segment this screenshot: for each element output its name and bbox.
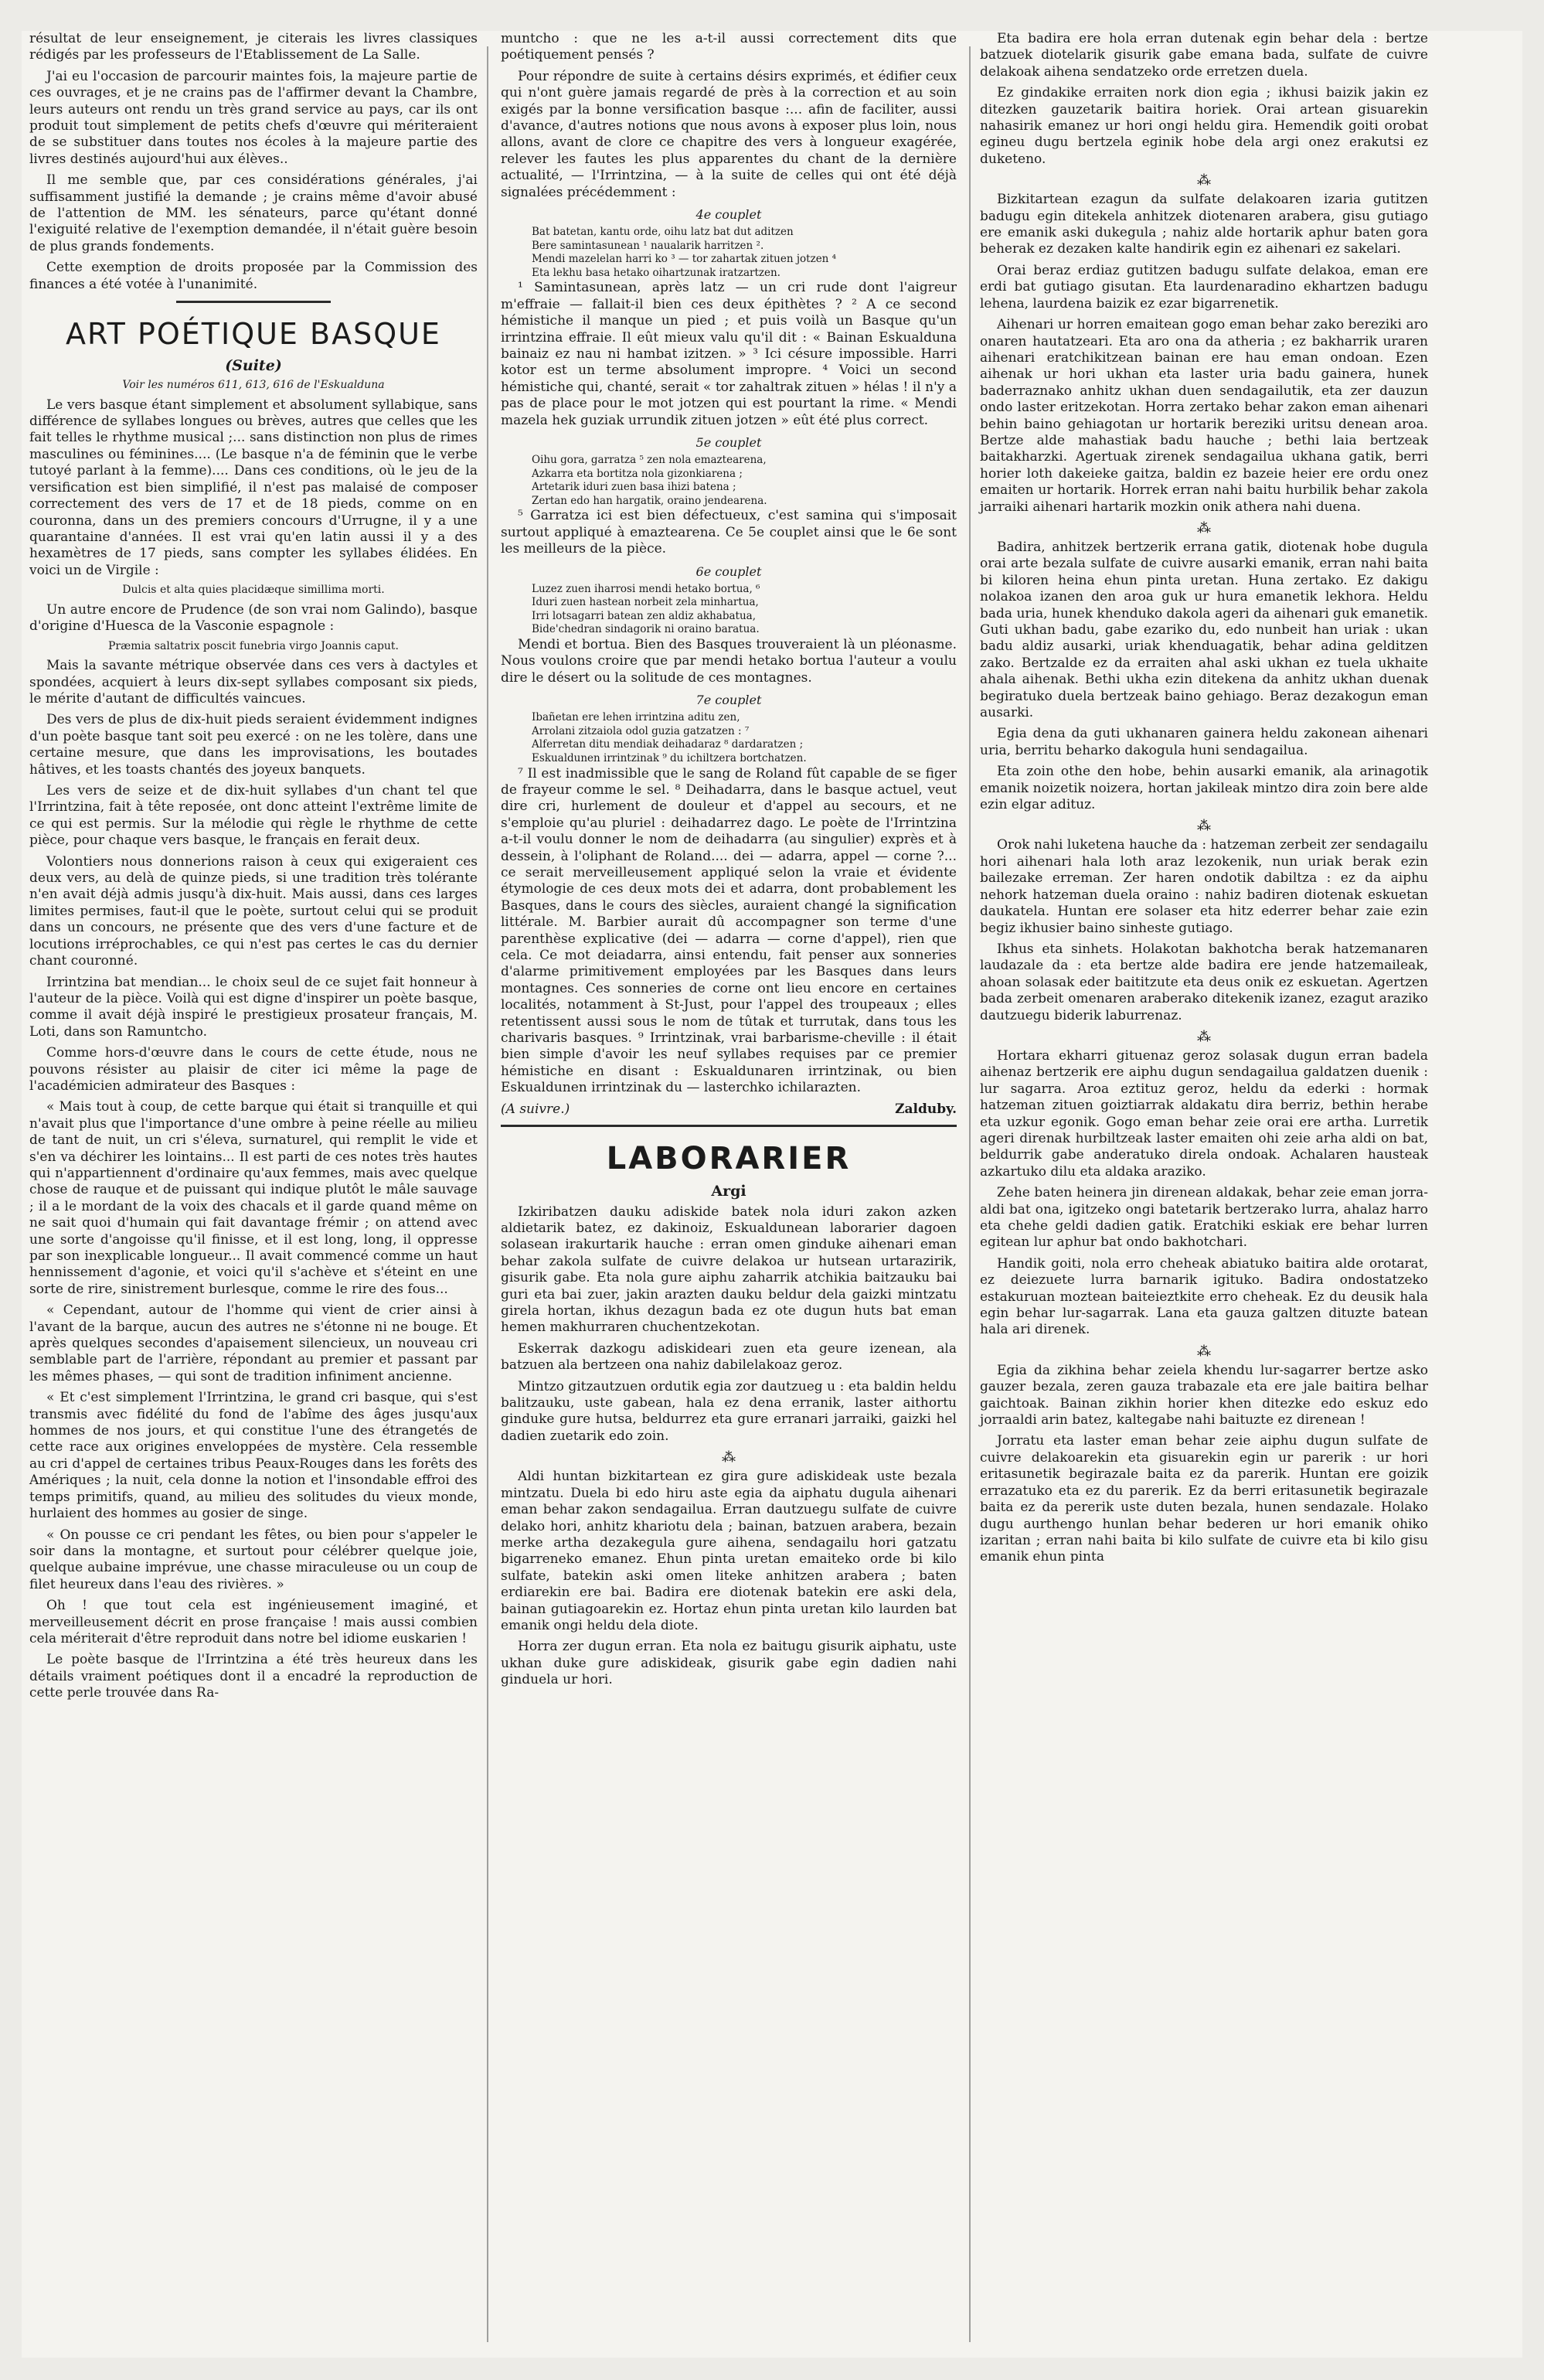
paragraph: ⁷ Il est inadmissible que le sang de Roland fût capable de se figer de frayeur comme le sel. ⁸ Deihadarra, dans le basque actuel, veut dire cri, hurlement de douleur et d'appel au secours, et ne s'emploie qu'au pluriel : deihadarrez dago. Le poète de l'Irrintzina a-t-il voulu donner le nom de deihadarra (au singulier) exprès et à dessein, à l'oliphant de Roland.... dei — adarra, appel — corne ?... ce serait merveilleusement appliqué selon la vraie et évidente étymologie de ces deux mots dei et adarra, dont probablement les Basques, dans le cours des siècles, auraient changé la signification littérale. M. Barbier aurait dû accompagner son terme d'une parenthèse explicative (dei — adarra — corne d'appel), rien que cela. Ce mot deiadarra, ainsi entendu, fait penser aux sonneries d'alarme primitivement employées par les Basques dans leurs montagnes. Ces sonneries de corne ont lieu encore en certaines localités, notamment à St-Just, pour l'appel des troupeaux ; elles retentissent aussi sous le nom de tûtak et turrutak, dans tous les charivaris basques. ⁹ Irrintzinak, vrai barbarisme-cheville : il était bien simple d'avoir les neuf syllabes requises par ce premier hémistiche en disant : Eskualdunaren irrintzinak, ou bien Eskualdunen irrintzinak du — lasterchko ichilarazten. <box>501 765 957 1096</box>
paragraph: « Cependant, autour de l'homme qui vient de crier ainsi à l'avant de la barque, aucun des autres ne s'étonne ni ne bouge. Et après quelques secondes d'apaisement silencieux, un nouveau cri semblable part de l'arrière, répondant au premier et passant par les mêmes phases, — qui sont de tradition infiniment ancienne. <box>29 1302 478 1384</box>
asterism-icon: ⁂ <box>1197 519 1211 536</box>
paragraph: Les vers de seize et de dix-huit syllabes d'un chant tel que l'Irrintzina, fait à tête reposée, ont donc atteint l'extrême limite de ce qui est permis. Sur la mélodie qui règle le rhythme de cette pièce, pour chaque vers basque, le français en ferait deux. <box>29 783 478 849</box>
couplet-heading: 5e couplet <box>695 435 762 451</box>
paragraph: « Et c'est simplement l'Irrintzina, le grand cri basque, qui s'est transmis avec fidélité du fond de l'abîme des âges jusqu'aux hommes de nos jours, et qui constitue l'une des étrangetés de cette race aux origines enveloppées de mystère. Cela ressemble au cri d'appel de certaines tribus Peaux-Rouges dans les forêts des Amériques ; la nuit, cela donne la notion et l'insondable effroi des temps primitifs, quand, au milieu des solitudes du vieux monde, hurlaient des hommes au gosier de singe. <box>29 1390 478 1522</box>
verse-line: Iduri zuen hastean norbeit zela minhartua, <box>532 596 759 609</box>
paragraph: Un autre encore de Prudence (de son vrai nom Galindo), basque d'origine d'Huesca de la Vasconie espagnole : <box>29 601 478 635</box>
couplet-heading: 7e couplet <box>695 693 762 708</box>
paragraph: « Mais tout à coup, de cette barque qui était si tranquille et qui n'avait plus que l'importance d'une ombre à peine réelle au milieu de tant de nuit, un cri s'éleva, surnaturel, qui remplit le vide et s'en va déchirer les lointains... Il est parti de ces notes très hautes qui n'appartiennent d'ordinaire qu'aux femmes, mais avec quelque chose de rauque et de puissant qui indique plutôt le mâle sauvage ; il a le mordant de la voix des chacals et il garde quand même on ne sait quoi d'humain qui fait davantage frémir ; on attend avec une sorte d'angoisse qu'il finisse, et il est long, long, il oppresse par son inexplicable longueur... Il avait commencé comme un haut hennissement d'agonie, et voici qu'il s'achève et s'éteint en une sorte de rire, sinistrement burlesque, comme le rire des fous... <box>29 1099 478 1297</box>
verse-line: Bere samintasunean ¹ naualarik harritzen ². <box>532 239 764 252</box>
paragraph: Aldi huntan bizkitartean ez gira gure adiskideak uste bezala mintzatu. Duela bi edo hiru aste egia da aiphatu dugula aihenari eman behar zakon sendagailua. Erran dautzuegu sulfate de cuivre delako hori, anhitz khariotu dela ; bainan, batzuen arabera, bezain merke artha dezakegula gure aihena, sendagailu hori gatzatu bigarreneko emanez. Ehun pinta uretan emaiteko orde bi kilo sulfate, batekin aski omen liteke anhitzen arabera ; baten erdiarekin ere bai. Badira ere diotenak batekin ere aski dela, bainan gutiagoarekin ez. Hortaz ehun pinta uretan kilo laurden bat emanik ongi heldu dela diote. <box>501 1469 957 1633</box>
verse-line: Irri lotsagarri batean zen aldiz akhabatua, <box>532 609 756 622</box>
verse-line: Azkarra eta bortitza nola gizonkiarena ; <box>532 467 743 480</box>
paragraph: Volontiers nous donnerions raison à ceux qui exigeraient ces deux vers, au delà de quinze pieds, si une tradition très tolérante n'en avait déjà admis jusqu'à dix-huit. Mais aussi, dans ces larges limites permises, faut-il que le poète, surtout celui qui se produit dans un concours, ne présente que des vers d'une facture et de locutions irréprochables, ce qui n'est pas certes le cas du dernier chant couronné. <box>29 853 478 969</box>
verse-line: Alferretan ditu mendiak deihadaraz ⁸ dardaratzen ; <box>532 738 804 751</box>
paragraph: Ez gindakike erraiten nork dion egia ; ikhusi baizik jakin ez ditezken gauzetarik baitira horiek. Orai artean gisuarekin nahasirik emanez ur hori ongi heldu gira. Hemendik goiti orobat egineu dugu bertzela eginik hobe dela argi onez erakutsi ez duketeno. <box>980 85 1428 167</box>
paragraph: résultat de leur enseignement, je citerais les livres classiques rédigés par les professeurs de l'Etablissement de La Salle. <box>29 31 478 63</box>
column-divider <box>487 46 488 2342</box>
paragraph: muntcho : que ne les a-t-il aussi correctement dits que poétiquement pensés ? <box>501 31 957 63</box>
paragraph: Orok nahi luketena hauche da : hatzeman zerbeit zer sendagailu hori aihenari hala loth araz lezokenik, nun uriak berak ezin bailezake erreman. Zer haren ondotik dabiltza : ez da aiphu nehork hatzeman duela oraino : nahiz badiren diotenak eskuetan daukatela. Huntan ere solaser eta hitz ederrer behar zaie ezin begiz ikhusier baino sinheste gutiago. <box>980 837 1428 936</box>
asterism-icon: ⁂ <box>1197 172 1211 189</box>
column-middle <box>501 31 957 1694</box>
paragraph: Horra zer dugun erran. Eta nola ez baitugu gisurik aiphatu, uste ukhan duke gure adiskideak, gisurik gabe egin dadien nahi ginduela ur hori. <box>501 1639 957 1688</box>
paragraph: Izkiribatzen dauku adiskide batek nola iduri zakon azken aldietarik batez, ez dakinoiz, Eskualdunean laborarier dagoen solasean irakurtarik hauche : erran omen ginduke aihenari eman behar zakola sulfate de cuivre delakoa ur hutsean urtarazirik, gisurik gabe. Eta nola gure aiphu zaharrik atchikia baitzauku bai guri eta bai zuer, jakin arazten dauku beldur dela gaizki mintzatu girela hortan, ikhus dezagun bada ez ote dugun huts bat eman hemen makhurraren chuchentzekotan. <box>501 1204 957 1336</box>
paragraph: Egia dena da guti ukhanaren gainera heldu zakonean aihenari uria, berritu beharko dakogula huni sendagailua. <box>980 726 1428 758</box>
asterism-icon: ⁂ <box>1197 818 1211 835</box>
signature-line <box>501 1101 957 1117</box>
to-be-continued: (A suivre.) <box>501 1101 570 1117</box>
couplet-heading: 6e couplet <box>695 564 762 579</box>
section-title: ART POÉTIQUE BASQUE <box>66 317 441 352</box>
verse-line: Eskualdunen irrintzinak ⁹ du ichiltzera bortchatzen. <box>532 751 807 764</box>
subtitle: Argi <box>711 1182 746 1200</box>
paragraph: Aihenari ur horren emaitean gogo eman behar zako bereziki aro onaren hautatzeari. Eta aro ona da atheria ; ez bakharrik uraren aihenari eratchikitzean bainan ere hau eman ondoan. Ezen aihenak ur hori ukhan eta laster uria badu gainera, hunek baderraznako anhitz ukhan duen sendagailutik, eta zer dauzun ondo laster eritzekotan. Horra zertako behar zakon eman aihenari behin baino gehiagotan ur hortarik bereziki uritsu denean aroa. Bertze alde mahastiak badu hauche ; bethi laia bertzeak baitakharzki. Agertuak zirenek sendagailua ukhana gatik, berri horier loth dakeieke gaitza, baldin ez bazeie heier ere ordu onez emaiten ur hortarik. Horrek erran nahi baitu hurbilik behar zakola jarraiki aihenari hartarik mozkin onik athera nahi duena. <box>980 317 1428 515</box>
quotation: Dulcis et alta quies placidæque simillima morti. <box>122 584 385 597</box>
paragraph: Jorratu eta laster eman behar zeie aiphu dugun sulfate de cuivre delakoarekin eta gisuarekin egin ur parerik : ur hori eritasunetik begirazale baita ez da parerik. Huntan ere goizik errazatuko eta ez du parerik. Ez da berri eritasunetik begirazale baita ez da pererik uste duten bezala, hunen sendazale. Holako dugu aurthengo hunlan behar bederen ur hori emanik ohiko izaritan ; erran nahi baita bi kilo sulfate de cuivre eta bi kilo gisu emanik ehun pinta <box>980 1433 1428 1565</box>
paragraph: Mais la savante métrique observée dans ces vers à dactyles et spondées, acquiert à leurs dix-sept syllabes composant six pieds, le mérite d'autant de difficultés vaincues. <box>29 658 478 707</box>
paragraph: Irrintzina bat mendian... le choix seul de ce sujet fait honneur à l'auteur de la pièce. Voilà qui est digne d'inspirer un poète basque, comme il avait déjà inspiré le prestigieux prosateur français, M. Loti, dans son Ramuntcho. <box>29 974 478 1040</box>
paragraph: ¹ Samintasunean, après latz — un cri rude dont l'aigreur m'effraie — fallait-il bien ces deux épithètes ? ² A ce second hémistiche il manque un pied ; et puis voilà un Basque qu'un irrintzina effraie. Il eût mieux valu qu'il dit : « Bainan Eskualduna bainaiz ez nau ni hambat izitzen. » ³ Ici césure impossible. Harri kotor est un terme absolument impropre. ⁴ Voici un second hémistiche qui, chanté, serait « tor zahaltrak zituen » hélas ! il n'y a pas de place pour le mot jotzen qui est pourtant la rime. « Mendi mazela hek guziak urrundik zituen jotzen » eût été plus correct. <box>501 280 957 428</box>
verse-line: Arrolani zitzaiola odol guzia gatzatzen : ⁷ <box>532 724 750 737</box>
separator <box>176 301 331 303</box>
paragraph: Cette exemption de droits proposée par la Commission des finances a été votée à l'unanimité. <box>29 260 478 292</box>
author-name: Zalduby. <box>895 1101 957 1117</box>
verse-line: Eta lekhu basa hetako oihartzunak iratzartzen. <box>532 266 781 279</box>
paragraph: Orai beraz erdiaz gutitzen badugu sulfate delakoa, eman ere erdi bat gutiago gisutan. Eta laurdenaradino ekhartzen badugu lehena, laurdena baizik ez ezar bigarrenetik. <box>980 262 1428 312</box>
paragraph: J'ai eu l'occasion de parcourir maintes fois, la majeure partie de ces ouvrages, et je ne crains pas de l'affirmer devant la Chambre, leurs auteurs ont rendu un très grand service au pays, car ils ont produit tout simplement de petits chefs d'œuvre qui mériteraient de se substituer dans toutes nos écoles à la majeure partie des livres destinés aujourd'hui aux élèves.. <box>29 68 478 167</box>
verse-line: Bat batetan, kantu orde, oihu latz bat dut aditzen <box>532 226 794 239</box>
paragraph: Comme hors-d'œuvre dans le cours de cette étude, nous ne pouvons résister au plaisir de citer ici même la page de l'académicien admirateur des Basques : <box>29 1045 478 1094</box>
paragraph: ⁵ Garratza ici est bien défectueux, c'est samina qui s'imposait surtout appliqué à emaztearena. Ce 5e couplet ainsi que le 6e sont les meilleurs de la pièce. <box>501 508 957 557</box>
paragraph: Pour répondre de suite à certains désirs exprimés, et édifier ceux qui n'ont guère jamais regardé de près à la correction et au soin exigés par la bonne versification basque :... afin de faciliter, aussi d'avance, d'autres notions que nous avons à exposer plus loin, nous allons, avant de clore ce chapitre des vers à longueur exagérée, relever les fautes les plus apparentes du chant de la dernière actualité, — l'Irrintzina, — à la suite de celles qui ont été déjà signalées précédemment : <box>501 68 957 200</box>
paragraph: Zehe baten heinera jin direnean aldakak, behar zeie eman jorra-aldi bat ona, igitzeko ongi batetarik bertzerako lurra, ahalaz harro eta chehe geldi dadien gatik. Eratchiki eskiak ere behar lurren egitean lur aphur bat ondo bakhotchari. <box>980 1185 1428 1251</box>
paragraph: Hortara ekharri gituenaz geroz solasak dugun erran badela aihenaz bertzerik ere aiphu dugun sendagailua galdatzen duenik : lur sagarra. Aroa eztituz geroz, heldu da ederki : hormak hatzeman zituen goiztiarrak aldakatu dira berriz, bethin herabe eta uzkur egonik. Gogo eman behar zeie orai ere artha. Lurretik ageri direnak hurbiltzeak laster emaiten ohi zeie arha aldi on bat, beldurrik gabe anderatuko direla ondoak. Achalaren hausteak azkartuko dilu eta aldaka araziko. <box>980 1047 1428 1180</box>
paragraph: Handik goiti, nola erro cheheak abiatuko baitira alde orotarat, ez deiezuete lurra barnarik igituko. Badira ondostatzeko estakuruan moztean baiteieztkite erro cheheak. Ez du deusik hala egin behar lur-sagarrak. Lana eta gauza galtzen dituzte batean hala ari direnek. <box>980 1255 1428 1338</box>
paragraph: Bizkitartean ezagun da sulfate delakoaren izaria gutitzen badugu egin ditekela anhitzek diotenaren arabera, gisu gutiago ere emanik aski dukegula ; nahiz alde hortarik aphur baten gora beherak ez dezaken kalte handirik egin ez aihenari ez sakelari. <box>980 192 1428 257</box>
asterism-icon: ⁂ <box>1197 1343 1211 1360</box>
verse-line: Bide'chedran sindagorik ni oraino baratua. <box>532 623 760 636</box>
paragraph: Oh ! que tout cela est ingénieusement imaginé, et merveilleusement décrit en prose française ! mais aussi combien cela mériterait d'être reproduit dans notre bel idiome euskarien ! <box>29 1598 478 1646</box>
column-left <box>29 31 478 1707</box>
section-title: LABORARIER <box>606 1140 852 1176</box>
quotation: Præmia saltatrix poscit funebria virgo Joannis caput. <box>107 639 400 652</box>
paragraph: Mintzo gitzautzuen ordutik egia zor dautzueg u : eta baldin heldu balitzauku, uste gabean, hala ez dena erranik, laster aithortu ginduke gure hutsa, beldurrez eta gure erranari jarraiki, gaizki hel dadien zuetarik edo zoin. <box>501 1378 957 1444</box>
paragraph: Eskerrak dazkogu adiskideari zuen eta geure izenean, ala batzuen ala bertzeen ona nahiz dabilelakoaz geroz. <box>501 1340 957 1374</box>
column-right <box>980 31 1428 1571</box>
paragraph: Des vers de plus de dix-huit pieds seraient évidemment indignes d'un poète basque tant soit peu exercé : on ne les tolère, dans une certaine mesure, que dans les improvisations, les boutades hâtives, et les toasts chantés des joyeux banquets. <box>29 712 478 778</box>
paragraph: Ikhus eta sinhets. Holakotan bakhotcha berak hatzemanaren laudazale da : eta bertze alde badira ere jende hatzemaileak, ahoan solasak eder baititzute eta deus onik ez eskuetan. Agertzen bada zerbeit omenaren araberako ditekenik izanez, ezagut araziko dautzuegu biderik laburrenaz. <box>980 941 1428 1023</box>
asterism-icon: ⁂ <box>722 1449 736 1466</box>
separator <box>501 1125 957 1127</box>
verse-line: Oihu gora, garratza ⁵ zen nola emaztearena, <box>532 454 767 467</box>
paragraph: « On pousse ce cri pendant les fêtes, ou bien pour s'appeler le soir dans la montagne, et surtout pour célébrer quelque joie, quelque aubaine imprévue, une chasse miraculeuse ou un coup de filet heureux dans l'eau des rivières. » <box>29 1527 478 1592</box>
paragraph: Eta zoin othe den hobe, behin ausarki emanik, ala arinagotik emanik noizetik noizera, hortan jakileak mintzo dira zoin bere alde ezin elgar adituz. <box>980 764 1428 813</box>
paragraph: Eta badira ere hola erran dutenak egin behar dela : bertze batzuek diotelarik gisurik gabe emana bada, sulfate de cuivre delakoak aihena sendatzeko orde erretzen duela. <box>980 31 1428 80</box>
column-divider <box>969 46 971 2342</box>
paragraph: Le vers basque étant simplement et absolument syllabique, sans différence de syllabes longues ou brèves, autres que celles que les fait telles le rhythme musical ;... sans distinction non plus de rimes masculines ou féminines.... (Le basque n'a de féminin que le verbe tutoyé parlant à la femme).... Dans ces conditions, où le jeu de la versification est bien simplifié, il n'est pas malaisé de composer correctement des vers de 17 et de 18 pieds, comme on en couronna, dans un des premiers concours d'Urrugne, il y a une quarantaine d'années. Il est vrai qu'en latin aussi il y a des hexamètres de 17 pieds, sans compter les syllabes élidées. En voici un de Virgile : <box>29 397 478 578</box>
verse-line: Luzez zuen iharrosi mendi hetako bortua, ⁶ <box>532 582 760 595</box>
verse-line: Ibañetan ere lehen irrintzina aditu zen, <box>532 711 740 724</box>
paragraph: Mendi et bortua. Bien des Basques trouveraient là un pléonasme. Nous voulons croire que par mendi hetako bortua l'auteur a voulu dire le désert ou la solitude de ces montagnes. <box>501 636 957 686</box>
couplet-heading: 4e couplet <box>695 207 762 223</box>
verse-line: Artetarik iduri zuen basa ihizi batena ; <box>532 481 736 494</box>
verse-line: Zertan edo han hargatik, oraino jendearena. <box>532 494 767 507</box>
newspaper-page <box>22 31 1522 2358</box>
subtitle: (Suite) <box>225 357 282 375</box>
asterism-icon: ⁂ <box>1197 1028 1211 1045</box>
paragraph: Le poète basque de l'Irrintzina a été très heureux dans les détails vraiment poétiques dont il a encadré la reproduction de cette perle trouvée dans Ra- <box>29 1652 478 1701</box>
reference-note: Voir les numéros 611, 613, 616 de l'Eskualduna <box>122 379 385 392</box>
verse-line: Mendi mazelelan harri ko ³ — tor zahartak zituen jotzen ⁴ <box>532 253 837 266</box>
paragraph: Il me semble que, par ces considérations générales, j'ai suffisamment justifié la demande ; je crains même d'avoir abusé de l'attention de MM. les sénateurs, parce qu'étant donné l'exiguité relative de l'exemption demandée, il n'était guère besoin de plus grands fondements. <box>29 172 478 254</box>
paragraph: Egia da zikhina behar zeiela khendu lur-sagarrer bertze asko gauzer bezala, zeren gauza trabazale eta ere jale baitira belhar gaichtoak. Bainan zikhin horier khen ditezke edo eskuz edo jorraaldi arin batez, kaltegabe nahi baituzte ez direnean ! <box>980 1362 1428 1428</box>
paragraph: Badira, anhitzek bertzerik errana gatik, diotenak hobe dugula orai arte bezala sulfate de cuivre ausarki emanik, erran nahi baita bi kiloren heina ehun pinta uretan. Huna zertako. Ez dakigu nolakoa izanen den aroa guk ur hura emanetik lekhora. Heldu bada uria, hunek khenduko dakola ageri da aihenari guk emanetik. Guti ukhan badu, gabe ezariko du, edo nunbeit han uriak : ukan badu aldiz ausarki, uriak khenduagatik, behar adina gelditzen zako. Bertzalde ez da erraiten ahal aski ukhan ez tuela ukhaite ahala aihenak. Bethi ukha ezin ditekena da anhitz ukhan duenak begiratuko duela bertzeak baino gehiago. Beraz dezakogun eman ausarki. <box>980 539 1429 721</box>
